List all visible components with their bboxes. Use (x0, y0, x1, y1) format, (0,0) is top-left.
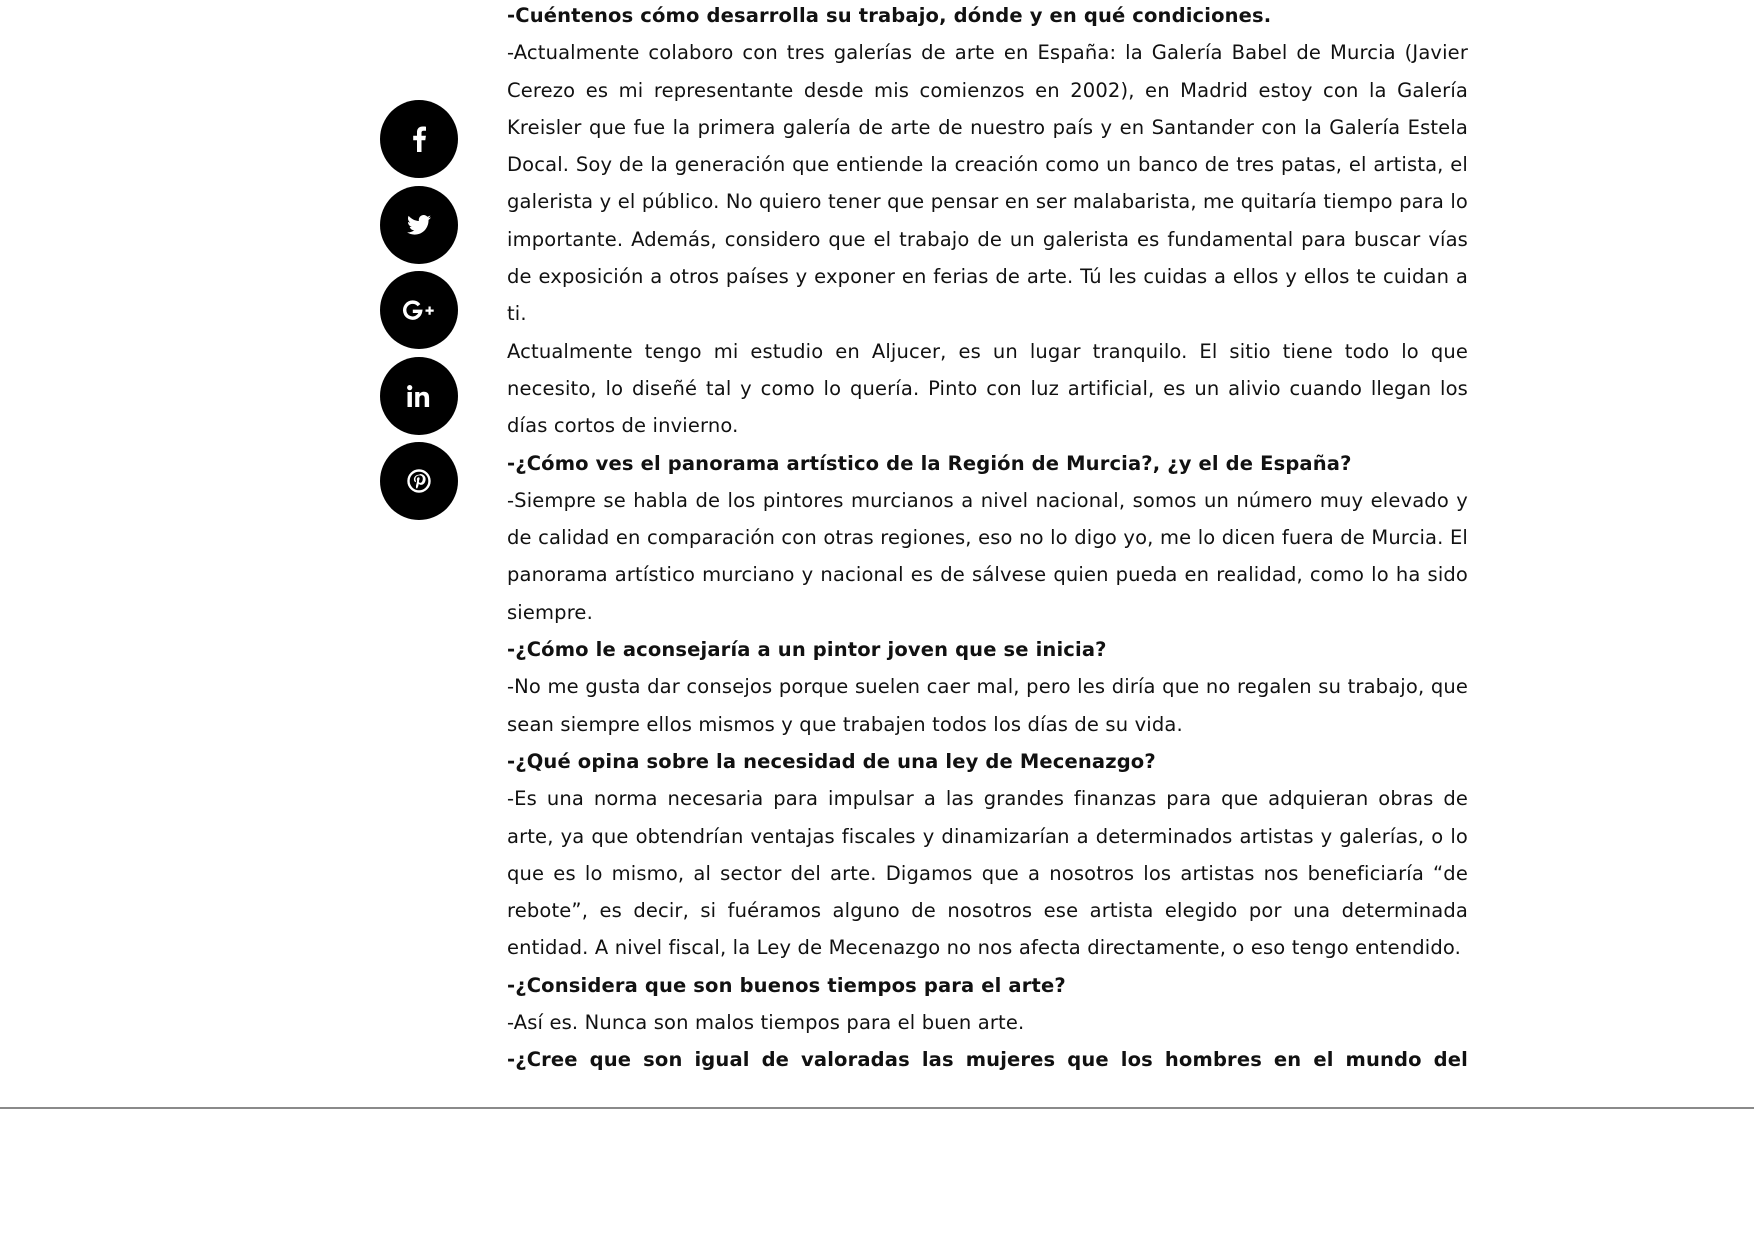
linkedin-icon (407, 385, 431, 407)
pinterest-share-button[interactable] (380, 442, 458, 520)
viewport-bottom-edge (0, 1107, 1754, 1109)
interview-answer: -Siempre se habla de los pintores murcianos a nivel nacional, somos un número muy elevado y de calidad en comparación con otras regiones, eso no lo digo yo, me lo dicen fuera de Murcia. El panorama artístico murciano y nacional es de sálvese quien pueda en realidad, como lo ha sido siempre. (507, 488, 1468, 624)
interview-question: -¿Cree que son igual de valoradas las mujeres que los hombres en el mundo del (507, 1048, 1468, 1072)
interview-answer: -No me gusta dar consejos porque suelen caer mal, pero les diría que no regalen su trabajo, que sean siempre ellos mismos y que trabajen todos los días de su vida. (507, 675, 1468, 736)
interview-question: -¿Cómo le aconsejaría a un pintor joven que se inicia? (507, 638, 1107, 662)
interview-question: -¿Qué opina sobre la necesidad de una ley de Mecenazgo? (507, 749, 1156, 773)
facebook-share-button[interactable] (380, 100, 458, 178)
twitter-share-button[interactable] (380, 186, 458, 264)
google-plus-share-button[interactable] (380, 271, 458, 349)
pinterest-icon (407, 469, 431, 493)
interview-question: -¿Cómo ves el panorama artístico de la Región de Murcia?, ¿y el de España? (507, 451, 1352, 475)
interview-answer: -Actualmente colaboro con tres galerías de arte en España: la Galería Babel de Murcia (Javier Cerezo es mi representante desde mis comienzos en 2002), en Madrid estoy con la Galería Kreisler que fue la primera galería de arte de nuestro país y en Santander con la Galería Estela Docal. Soy de la generación que entiende la creación como un banco de tres patas, el artista, el galerista y el público. No quiero tener que pensar en ser malabarista, me quitaría tiempo para lo importante. Además, considero que el trabajo de un galerista es fundamental para buscar vías de exposición a otros países y exponer en ferias de arte. Tú les cuidas a ellos y ellos te cuidan a ti. (507, 41, 1468, 326)
interview-answer: -Es una norma necesaria para impulsar a las grandes finanzas para que adquieran obras de arte, ya que obtendrían ventajas fiscales y dinamizarían a determinados artistas y galerías, o lo que es lo mismo, al sector del arte. Digamos que a nosotros los artistas nos beneficiaría “de rebote”, es decir, si fuéramos alguno de nosotros ese artista elegido por una determinada entidad. A nivel fiscal, la Ley de Mecenazgo no nos afecta directamente, o eso tengo entendido. (507, 787, 1468, 960)
linkedin-share-button[interactable] (380, 357, 458, 435)
google-plus-icon (402, 299, 436, 321)
social-share-bar (380, 100, 458, 528)
interview-question: -¿Considera que son buenos tiempos para el arte? (507, 973, 1066, 997)
interview-article (507, 0, 1468, 1079)
interview-answer: -Así es. Nunca son malos tiempos para el buen arte. (507, 1011, 1025, 1035)
interview-answer: Actualmente tengo mi estudio en Aljucer, es un lugar tranquilo. El sitio tiene todo lo que necesito, lo diseñé tal y como lo quería. Pinto con luz artificial, es un alivio cuando llegan los días cortos de invierno. (507, 339, 1468, 438)
twitter-icon (407, 215, 431, 235)
interview-question: -Cuéntenos cómo desarrolla su trabajo, dónde y en qué condiciones. (507, 4, 1272, 27)
facebook-icon (411, 126, 427, 152)
